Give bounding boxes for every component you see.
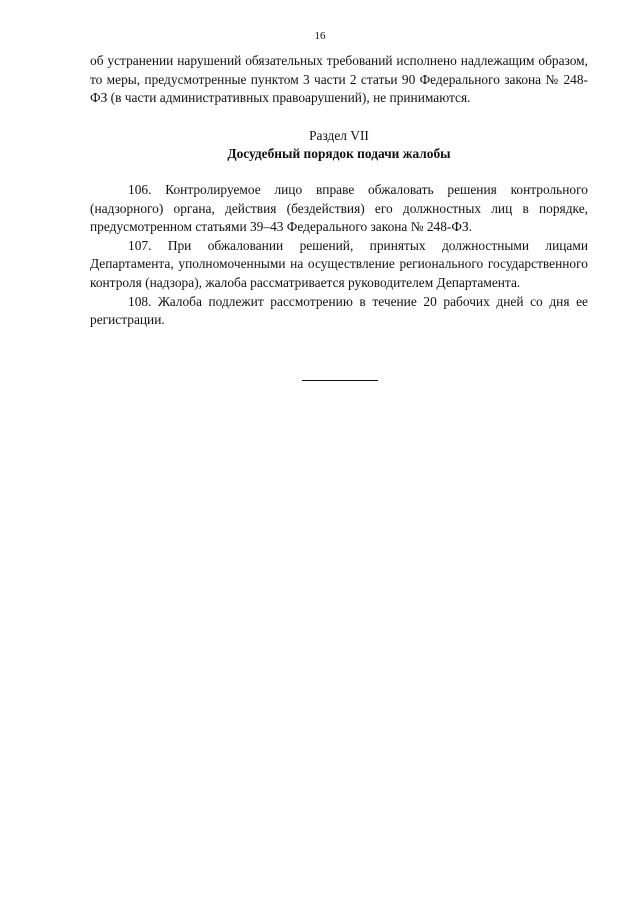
paragraph-106: 106. Контролируемое лицо вправе обжаловать решения контрольного (надзорного) органа, действия (бездействия) его должностных лиц в порядке, предусмотренном статьями 39–43 Федерального закона № 248-ФЗ. <box>90 181 588 235</box>
intro-paragraph: об устранении нарушений обязательных требований исполнено надлежащим образом, то меры, предусмотренные пунктом 3 части 2 статьи 90 Федерального закона № 248-ФЗ (в части административных правоарушений), не принимаются. <box>90 53 588 106</box>
end-divider <box>302 380 378 381</box>
section-title: Досудебный порядок подачи жалобы <box>227 146 451 162</box>
section-number: Раздел VII <box>309 127 369 143</box>
section-heading <box>90 127 588 164</box>
document-body <box>90 52 588 330</box>
paragraph-108: 108. Жалоба подлежит рассмотрению в течение 20 рабочих дней со дня ее регистрации. <box>90 293 588 328</box>
page-number: 16 <box>314 30 326 42</box>
paragraph-107: 107. При обжаловании решений, принятых должностными лицами Департамента, уполномоченными на осуществление регионального государственного контроля (надзора), жалоба рассматривается руководителем Департамента. <box>90 237 588 290</box>
